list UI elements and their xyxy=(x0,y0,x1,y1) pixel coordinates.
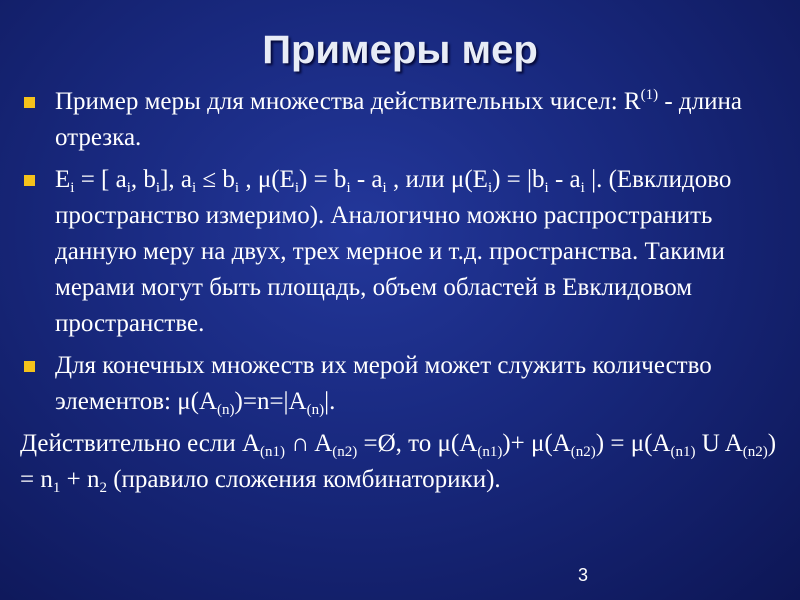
addition-rule-paragraph: Действительно если $A_{(n1)}$ ∩ $A_{(n2)}$ =Ø, то $\mu(A_{(n1)})+ \mu(A_{(n2)}) = \mu(A_{(n1)}$ U $A_{(n2)}) = n_1 + n_2$ (правило сложения комбинаторики). xyxy=(20,430,777,496)
bullet-finite-sets-measure: Для конечных множеств их мерой может служить количество элементов: $\mu(A_{(n)})=n=|A_{(n)}|$. xyxy=(20,348,790,420)
bullet-square-icon xyxy=(24,175,35,186)
page-number: 3 xyxy=(578,565,589,585)
bullet-square-icon xyxy=(24,97,35,108)
bullet-interval-measure: $E_i$ = [ $a_i$, $b_i$], $a_i \le b_i$ , $\mu(E_i) = b_i - a_i$ , или $\mu(E_i) = |b_i - a_i$ |. (Евклидово пространство измеримо). Аналогично можно распространить данную меру на двух, трех мерное и т.д. пространства. Такими мерами могут быть площадь, объем областей в Евклидовом пространстве. xyxy=(20,162,790,342)
bullet-real-numbers-measure: Пример меры для множества действительных чисел: $R^{(1)}$ - длина отрезка. xyxy=(20,84,790,156)
bullet-square-icon xyxy=(24,361,35,372)
slide-content xyxy=(20,84,790,498)
slide-title: Примеры мер xyxy=(262,28,538,72)
